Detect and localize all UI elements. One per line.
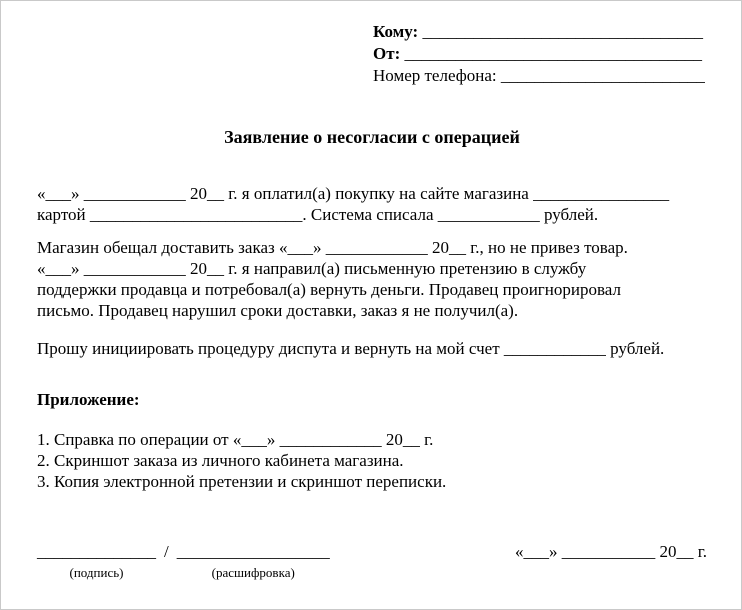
paragraph-payment (37, 183, 707, 225)
paragraph-line: Магазин обещал доставить заказ «___» ____________ 20__ г., но не привез товар. (37, 238, 628, 257)
date-blank: «___» ___________ 20__ г. (514, 542, 707, 561)
signature-separator: / (164, 542, 169, 561)
paragraph-line: поддержки продавца и потребовал(а) вернуть деньги. Продавец проигнорировал (37, 280, 621, 299)
signature-block (37, 541, 707, 581)
document-title: Заявление о несогласии с операцией (224, 127, 520, 147)
attachment-item: 2. Скриншот заказа из личного кабинета магазина. (37, 451, 404, 470)
paragraph-line: картой _________________________. Система списала ____________ рублей. (37, 205, 599, 224)
recipient-label: Кому: (373, 22, 419, 41)
phone-blank: ________________________ (500, 66, 705, 85)
attachment-item: 1. Справка по операции от «___» ____________ 20__ г. (37, 430, 434, 449)
paragraph-claim (37, 338, 707, 359)
sender-field (373, 43, 707, 65)
document-header (373, 21, 707, 87)
phone-field (373, 65, 707, 87)
paragraph-line: письмо. Продавец нарушил сроки доставки, заказ я не получил(а). (37, 301, 519, 320)
name-caption: (расшифровка) (211, 565, 295, 580)
phone-label: Номер телефона: (373, 66, 497, 85)
attachment-list (37, 429, 707, 492)
paragraph-line: «___» ____________ 20__ г. я направил(а) письменную претензию в службу (37, 259, 587, 278)
paragraph-line: Прошу инициировать процедуру диспута и вернуть на мой счет ____________ рублей. (37, 339, 665, 358)
paragraph-complaint (37, 237, 707, 321)
paragraph-line: «___» ____________ 20__ г. я оплатил(а) покупку на сайте магазина ________________ (37, 184, 670, 203)
sender-blank: ___________________________________ (404, 44, 702, 63)
name-blank: __________________ (176, 542, 330, 561)
recipient-blank: _________________________________ (422, 22, 703, 41)
attachment-item: 3. Копия электронной претензии и скриншот переписки. (37, 472, 447, 491)
sender-label: От: (373, 44, 401, 63)
recipient-field (373, 21, 707, 43)
signature-column (37, 541, 156, 581)
signature-left (37, 541, 330, 581)
signature-blank: ______________ (37, 542, 156, 561)
signature-caption: (подпись) (69, 565, 124, 580)
name-column (177, 541, 330, 581)
attachment-heading: Приложение: (37, 390, 140, 409)
